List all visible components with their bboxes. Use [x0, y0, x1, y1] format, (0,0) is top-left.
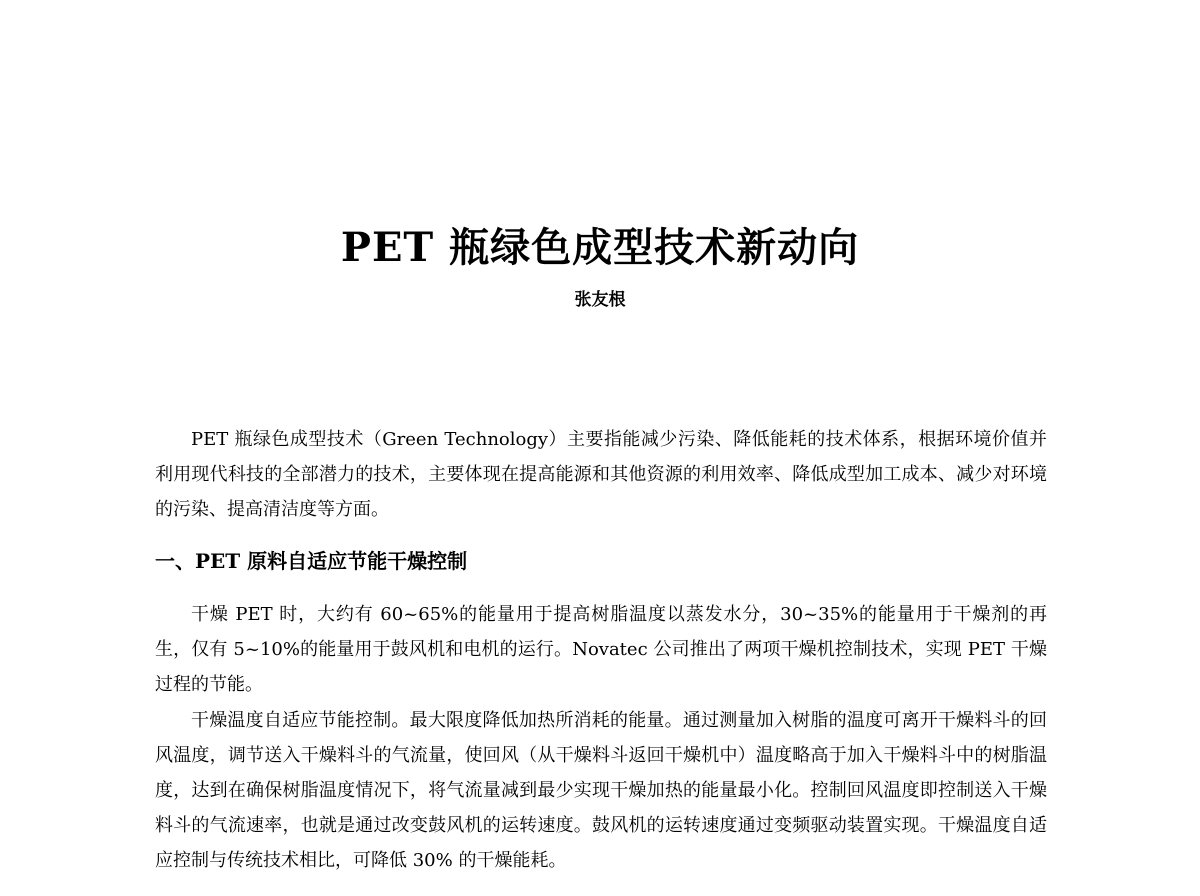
- document-title: PET 瓶绿色成型技术新动向: [340, 224, 860, 271]
- document-author: 张友根: [574, 290, 626, 310]
- section-heading-text: 原料自适应节能干燥控制: [240, 549, 468, 573]
- section-heading-prefix: 一、: [155, 549, 195, 573]
- section-paragraph: 干燥 PET 时，大约有 60~65%的能量用于提高树脂温度以蒸发水分，30~35%的能量用于干燥剂的再生，仅有 5~10%的能量用于鼓风机和电机的运行。Novatec 公司推出了两项干燥机控制技术，实现 PET 干燥过程的节能。: [155, 604, 1047, 695]
- section-heading-latin: PET: [195, 549, 241, 573]
- section-paragraph: 干燥温度自适应节能控制。最大限度降低加热所消耗的能量。通过测量加入树脂的温度可离开干燥料斗的回风温度，调节送入干燥料斗的气流量，使回风（从干燥料斗返回干燥机中）温度略高于加入干燥料斗中的树脂温度，达到在确保树脂温度情况下，将气流量减到最少实现干燥加热的能量最小化。控制回风温度即控制送入干燥料斗的气流速率，也就是通过改变鼓风机的运转速度。鼓风机的运转速度通过变频驱动装置实现。干燥温度自适应控制与传统技术相比，可降低 30% 的干燥能耗。: [155, 710, 1047, 871]
- section-heading: [155, 544, 1047, 578]
- intro-paragraph: PET 瓶绿色成型技术（Green Technology）主要指能减少污染、降低能耗的技术体系，根据环境价值并利用现代科技的全部潜力的技术，主要体现在提高能源和其他资源的利用效率、降低成型加工成本、减少对环境的污染、提高清洁度等方面。: [155, 429, 1047, 520]
